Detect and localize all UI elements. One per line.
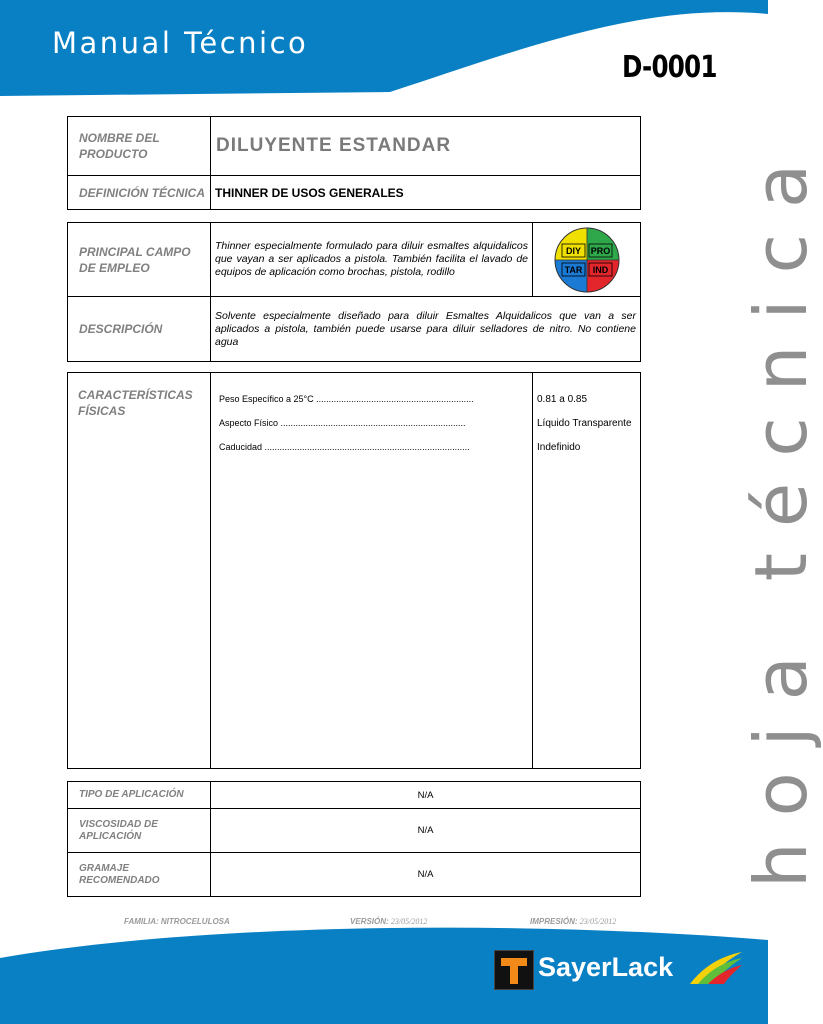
usage-table (67, 222, 641, 362)
physical-item: Caducidad .................................................................................. (219, 442, 470, 452)
viscosity-value: N/A (211, 809, 641, 853)
quadrant-diy: DIY (565, 245, 581, 256)
usage-label: PRINCIPAL CAMPO DE EMPLEO (68, 223, 211, 297)
usage-text: Thinner especialmente formulado para diluir esmaltes alquidalicos que vayan a ser aplicados a pistola. También facilita el lavado de equipos de aplicación como brochas, pistola, rodillo (211, 223, 533, 297)
physical-item: Peso Específico a 25°C ............................................................... (219, 394, 474, 404)
physical-value: Indefinido (537, 442, 581, 453)
physical-value: Líquido Transparente (537, 418, 632, 429)
description-label: DESCRIPCIÓN (68, 297, 211, 362)
product-name-label: NOMBRE DEL PRODUCTO (68, 117, 211, 176)
brand-logo-icon (494, 950, 534, 990)
brand-name: SayerLack (538, 952, 674, 982)
description-text: Solvente especialmente diseñado para diluir Esmaltes Alquidalicos que van a ser aplicados a pistola, también puede usarse para diluir selladores de nitro. No contiene agua (211, 297, 641, 362)
physical-item: Aspecto Físico .......................................................................... (219, 418, 466, 428)
product-name-value: DILUYENTE ESTANDAR (211, 117, 641, 176)
quadrant-pro: PRO (590, 245, 610, 256)
header-title: Manual Técnico (52, 26, 309, 60)
application-type-label: TIPO DE APLICACIÓN (68, 782, 211, 809)
footer-impresion: IMPRESIÓN: 23/05/2012 (530, 917, 617, 926)
physical-value: 0.81 a 0.85 (537, 394, 588, 405)
quadrant-ind: IND (592, 264, 608, 275)
viscosity-label: VISCOSIDAD DE APLICACIÓN (68, 809, 211, 853)
document-code: D-0001 (622, 50, 717, 85)
definition-label: DEFINICIÓN TÉCNICA (68, 176, 211, 210)
footer-familia: FAMILIA: NITROCELULOSA (124, 917, 230, 926)
physical-items (219, 394, 509, 466)
footer-version: VERSIÓN: 23/05/2012 (350, 917, 428, 926)
usage-quadrant-icon (554, 227, 620, 293)
gramaje-value: N/A (211, 853, 641, 897)
side-title: hoja técnica (739, 137, 823, 888)
usage-indicator-cell (533, 223, 641, 297)
brand-swoosh-icon (688, 950, 744, 986)
gramaje-label: GRAMAJE RECOMENDADO (68, 853, 211, 897)
physical-label: CARACTERÍSTICAS FÍSICAS (78, 388, 193, 418)
physical-box (67, 372, 641, 769)
definition-value: THINNER DE USOS GENERALES (211, 176, 641, 210)
physical-values (537, 394, 632, 466)
quadrant-tar: TAR (564, 264, 582, 275)
application-table (67, 781, 641, 897)
application-type-value: N/A (211, 782, 641, 809)
product-table (67, 116, 641, 210)
